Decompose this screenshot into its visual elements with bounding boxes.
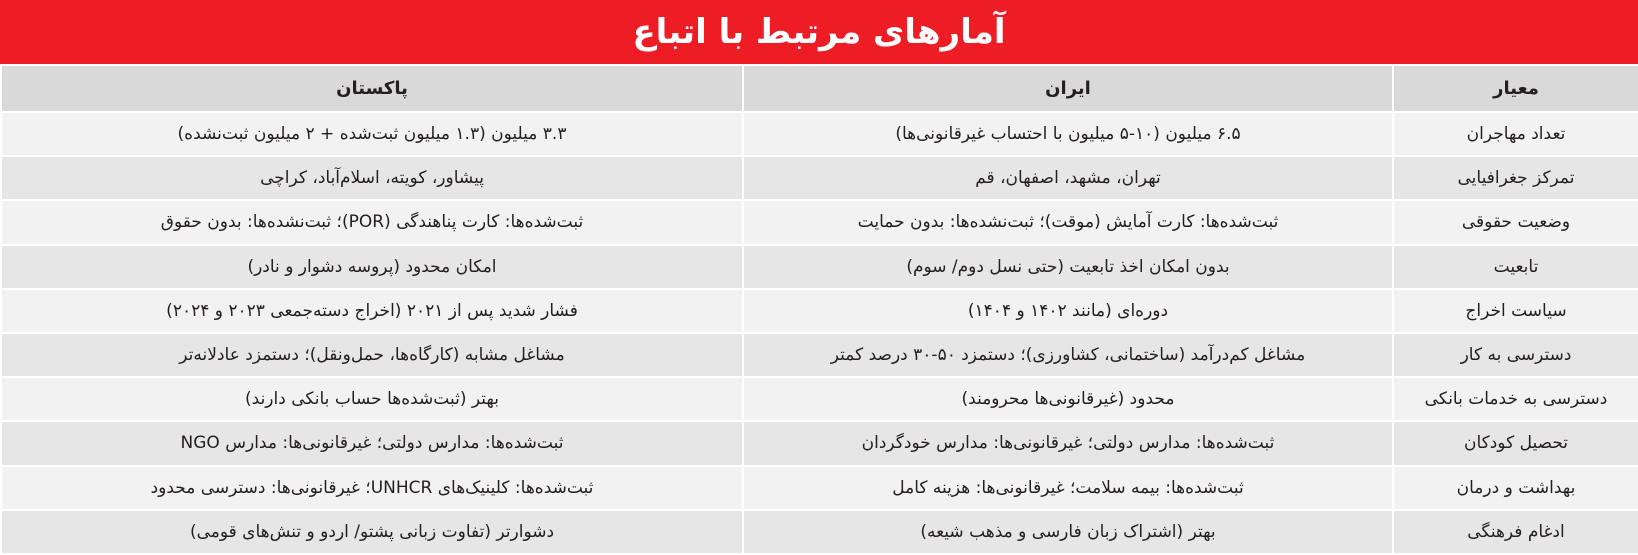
cell-iran: ثبت‌شده‌ها: مدارس دولتی؛ غیرقانونی‌ها: مدارس خودگردان — [743, 421, 1393, 465]
cell-criterion: تعداد مهاجران — [1393, 112, 1638, 156]
cell-iran: دوره‌ای (مانند ۱۴۰۲ و ۱۴۰۴) — [743, 289, 1393, 333]
cell-pakistan: امکان محدود (پروسه دشوار و نادر) — [1, 245, 743, 289]
table-row — [1, 112, 1638, 156]
cell-criterion: بهداشت و درمان — [1393, 466, 1638, 510]
cell-iran: بدون امکان اخذ تابعیت (حتی نسل دوم/ سوم) — [743, 245, 1393, 289]
cell-iran: بهتر (اشتراک زبان فارسی و مذهب شیعه) — [743, 510, 1393, 554]
cell-pakistan: ثبت‌شده‌ها: مدارس دولتی؛ غیرقانونی‌ها: مدارس NGO — [1, 421, 743, 465]
cell-pakistan: بهتر (ثبت‌شده‌ها حساب بانکی دارند) — [1, 377, 743, 421]
cell-criterion: تمرکز جغرافیایی — [1393, 156, 1638, 200]
table-row — [1, 510, 1638, 554]
cell-iran: مشاغل کم‌درآمد (ساختمانی، کشاورزی)؛ دستمزد ۵۰-۳۰ درصد کمتر — [743, 333, 1393, 377]
header-iran: ایران — [743, 65, 1393, 112]
table-row — [1, 466, 1638, 510]
table-row — [1, 200, 1638, 244]
table-row — [1, 421, 1638, 465]
cell-iran: تهران، مشهد، اصفهان، قم — [743, 156, 1393, 200]
table-header-row — [1, 65, 1638, 112]
cell-criterion: دسترسی به کار — [1393, 333, 1638, 377]
table-row — [1, 245, 1638, 289]
table-row — [1, 333, 1638, 377]
cell-pakistan: ۳.۳ میلیون (۱.۳ میلیون ثبت‌شده + ۲ میلیون ثبت‌نشده) — [1, 112, 743, 156]
cell-criterion: ادغام فرهنگی — [1393, 510, 1638, 554]
header-criterion: معیار — [1393, 65, 1638, 112]
cell-pakistan: ثبت‌شده‌ها: کارت پناهندگی (POR)؛ ثبت‌نشده‌ها: بدون حقوق — [1, 200, 743, 244]
page-title: آمارهای مرتبط با اتباع — [0, 0, 1638, 64]
cell-iran: ثبت‌شده‌ها: بیمه سلامت؛ غیرقانونی‌ها: هزینه کامل — [743, 466, 1393, 510]
cell-criterion: دسترسی به خدمات بانکی — [1393, 377, 1638, 421]
cell-criterion: سیاست اخراج — [1393, 289, 1638, 333]
cell-iran: محدود (غیرقانونی‌ها محرومند) — [743, 377, 1393, 421]
comparison-table — [0, 64, 1638, 555]
table-row — [1, 156, 1638, 200]
cell-pakistan: فشار شدید پس از ۲۰۲۱ (اخراج دسته‌جمعی ۲۰۲۳ و ۲۰۲۴) — [1, 289, 743, 333]
cell-iran: ثبت‌شده‌ها: کارت آمایش (موقت)؛ ثبت‌نشده‌ها: بدون حمایت — [743, 200, 1393, 244]
cell-pakistan: ثبت‌شده‌ها: کلینیک‌های UNHCR؛ غیرقانونی‌ها: دسترسی محدود — [1, 466, 743, 510]
cell-pakistan: دشوارتر (تفاوت زبانی پشتو/ اردو و تنش‌های قومی) — [1, 510, 743, 554]
header-pakistan: پاکستان — [1, 65, 743, 112]
cell-criterion: وضعیت حقوقی — [1393, 200, 1638, 244]
cell-pakistan: مشاغل مشابه (کارگاه‌ها، حمل‌ونقل)؛ دستمزد عادلانه‌تر — [1, 333, 743, 377]
cell-criterion: تابعیت — [1393, 245, 1638, 289]
cell-pakistan: پیشاور، کویته، اسلام‌آباد، کراچی — [1, 156, 743, 200]
table-row — [1, 289, 1638, 333]
cell-criterion: تحصیل کودکان — [1393, 421, 1638, 465]
table-row — [1, 377, 1638, 421]
cell-iran: ۶.۵ میلیون (۱۰-۵ میلیون با احتساب غیرقانونی‌ها) — [743, 112, 1393, 156]
